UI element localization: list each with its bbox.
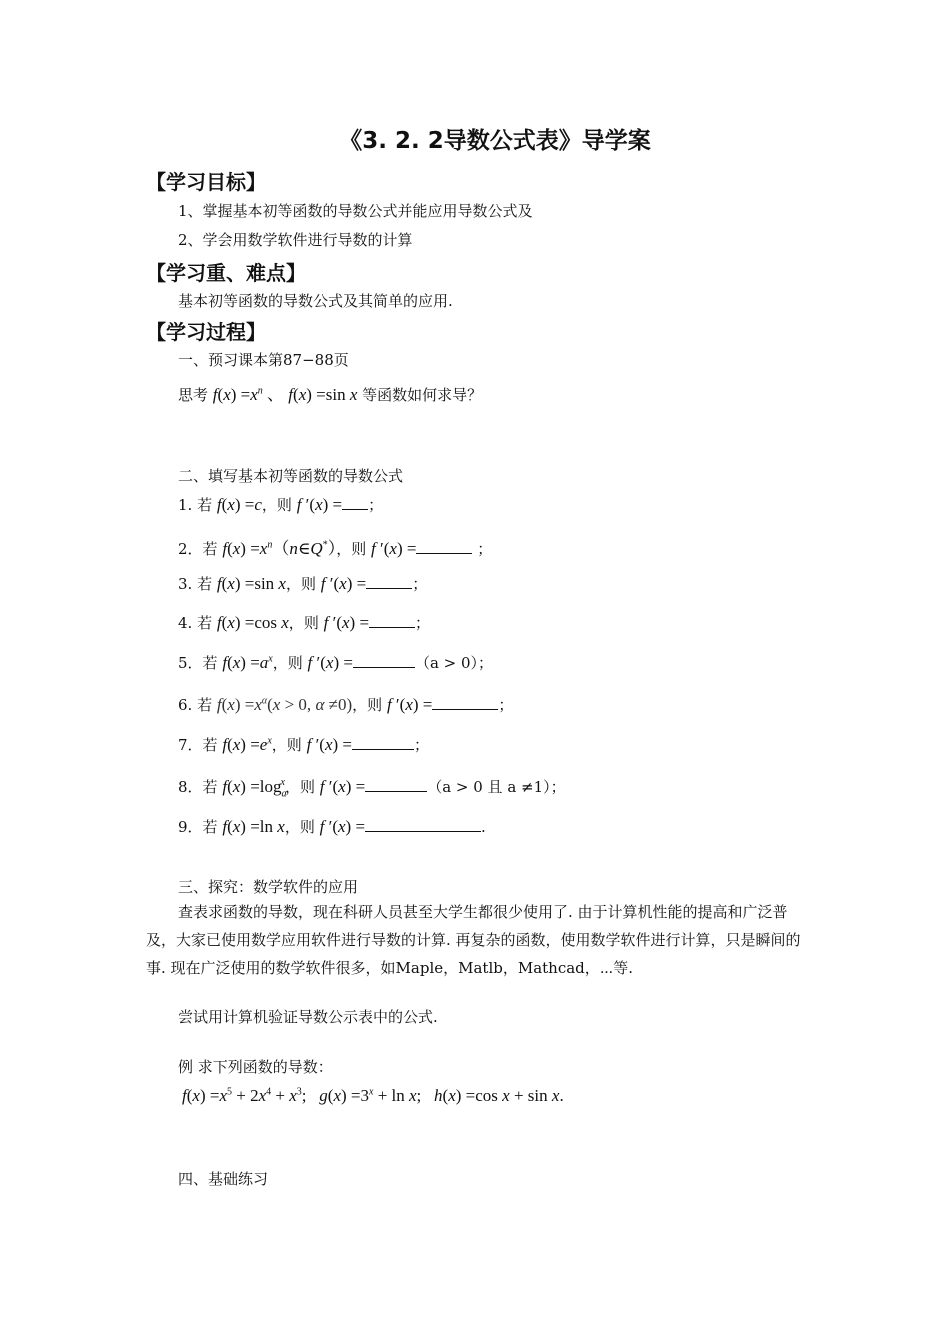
part1-heading: 一、预习课本第87−88页 [178,351,349,369]
key-points-text: 基本初等函数的导数公式及其简单的应用. [178,292,453,310]
section-goals: 【学习目标】 [146,170,266,194]
example-heading: 例 求下列函数的导数： [178,1058,333,1076]
formula-item-3: 3. 若 f(x) =sin x，则 f ′(x) = ； [178,574,428,593]
formula-item-8: 8．若 $f(x) =\log_a^x$，则 f ′(x) = （a > 0 且 a ≠1）； [178,777,566,800]
goal-item-2: 2、学会用数学软件进行导数的计算 [178,231,413,249]
formula-item-7: 7．若 $f(x) =e^x$，则 f ′(x) = ； [178,735,430,754]
part2-heading: 二、填写基本初等函数的导数公式 [178,467,404,485]
think-question: 思考 $f(x) =x^n$ 、 f(x) =sin x 等函数如何求导？ [178,385,483,404]
document-title: 《3. 2. 2导数公式表》导学案 [339,128,651,154]
formula-item-9: 9．若 f(x) =ln x，则 f ′(x) = . [178,817,486,836]
part3-heading: 三、探究：数学软件的应用 [178,878,359,896]
goal-item-1: 1、掌握基本初等函数的导数公式并能应用导数公式及 [178,202,533,220]
think-prefix: 思考 [178,386,209,404]
formula-item-2: 2．若 $f(x) =x^n(n\in Q^*)$，则 f ′(x) = ； [178,539,493,558]
formula-item-5: 5．若 $f(x) =a^x$，则 f ′(x) = （a > 0）； [178,653,494,672]
example-functions: $f(x) =x^5 + 2x^4 + x^3$; $g(x) =3^x + \ln x$; h(x) =cos x + sin x. [182,1086,564,1105]
part3-paragraph: 查表求函数的导数，现在科研人员甚至大学生都很少使用了. 由于计算机性能的提高和广泛普及，大家已使用数学应用软件进行导数的计算. 再复杂的函数，使用数学软件进行计算，只是瞬间的事. 现在广泛使用的数学软件很多，如Maple，Matlb，Mathcad，⋯等. [146,903,801,977]
part4-heading: 四、基础练习 [178,1170,269,1188]
section-process: 【学习过程】 [146,320,266,344]
section-key-points: 【学习重、难点】 [146,261,306,285]
formula-item-6: 6. 若 $f(x) =x^\alpha(x > 0$, α ≠0)，则 f ′(x) = ； [178,695,514,714]
formula-item-4: 4. 若 f(x) =cos x，则 f ′(x) = ； [178,613,431,632]
try-text: 尝试用计算机验证导数公示表中的公式. [178,1008,438,1026]
think-suffix: 等函数如何求导？ [362,386,483,404]
formula-item-1: 1. 若 f(x) =c，则 f ′(x) = ； [178,495,384,514]
